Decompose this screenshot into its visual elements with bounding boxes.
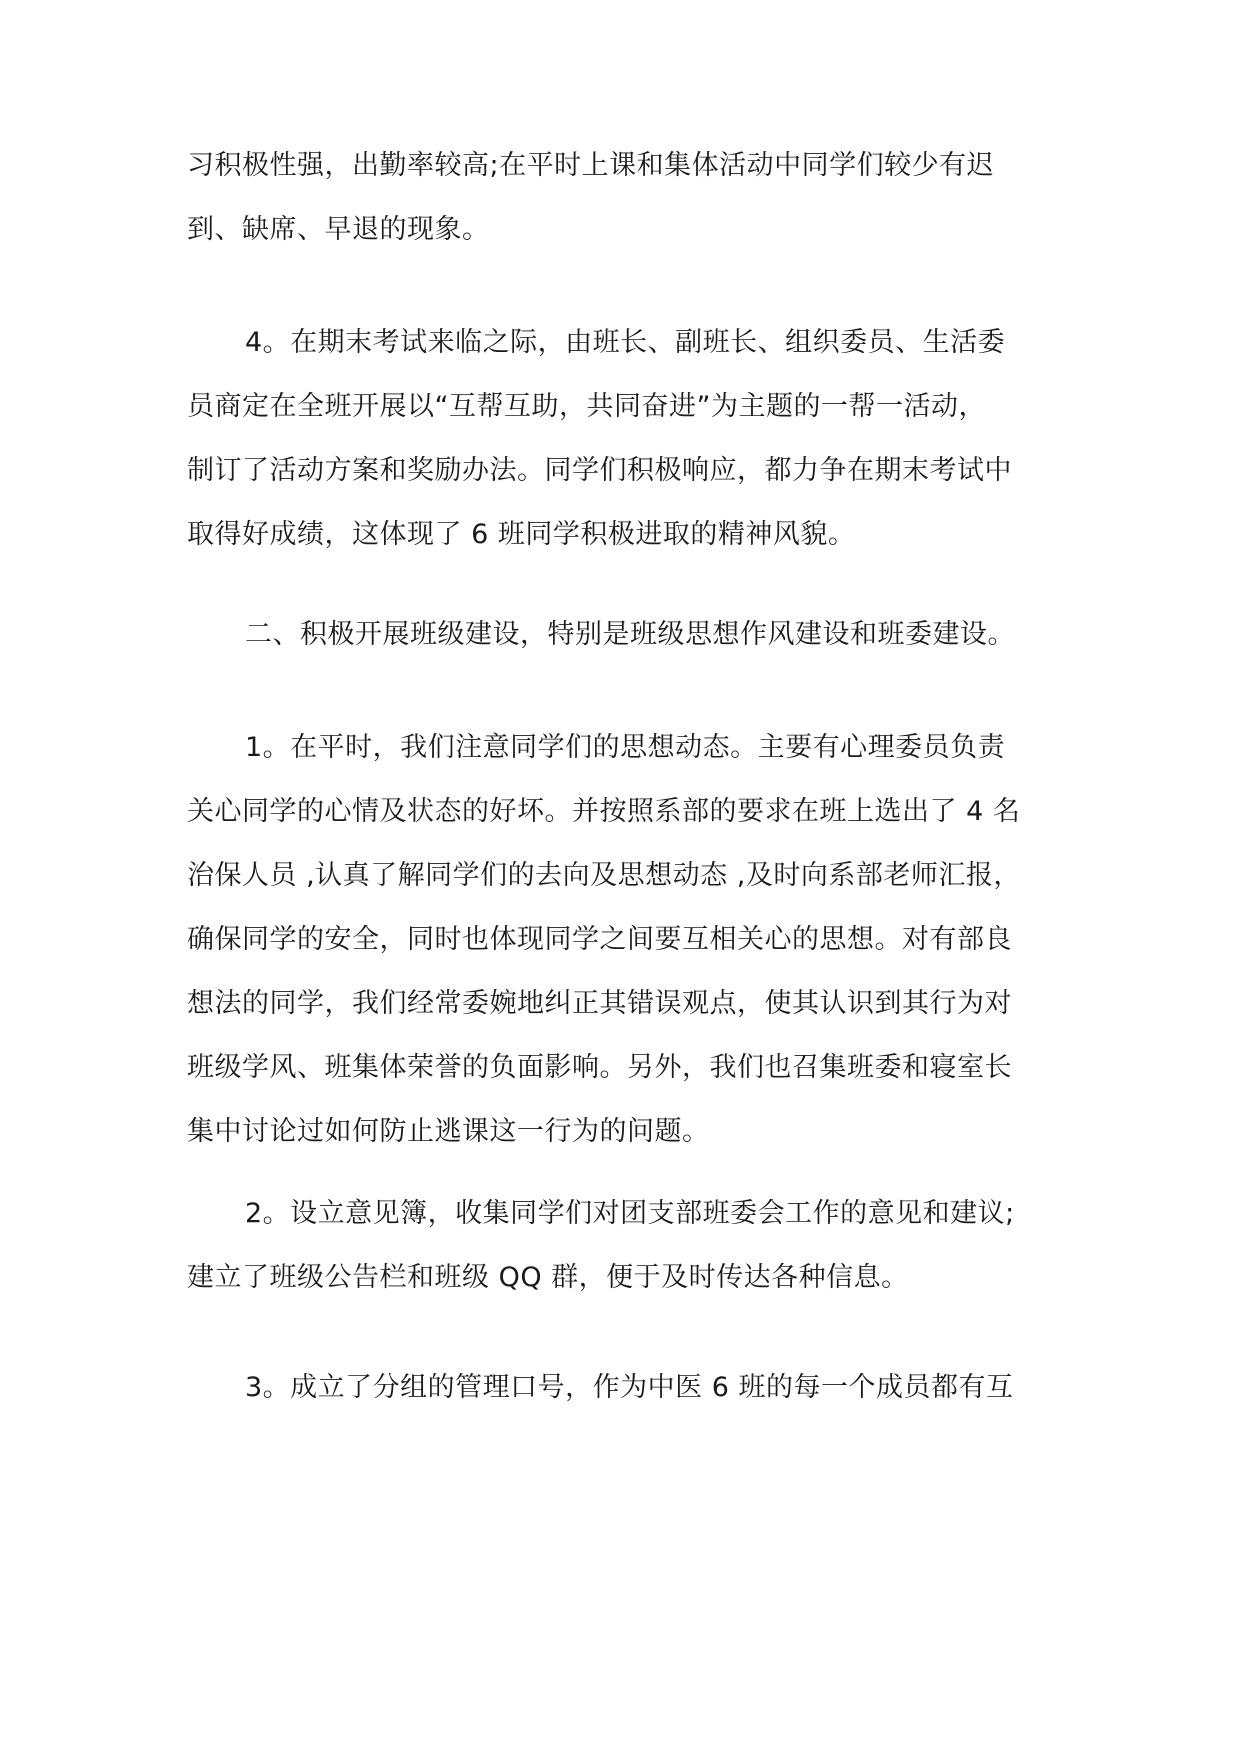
text-line: 关心同学的心情及状态的好坏。并按照系部的要求在班上选出了 4 名 xyxy=(187,796,1021,827)
text-line: 取得好成绩，这体现了 6 班同学积极进取的精神风貌。 xyxy=(187,519,856,550)
text-line: 治保人员 ,认真了解同学们的去向及思想动态 ,及时向系部老师汇报， xyxy=(187,860,1021,891)
text-line: 员商定在全班开展以“互帮互助，共同奋进”为主题的一帮一活动， xyxy=(187,391,986,422)
text-line: 班级学风、班集体荣誉的负面影响。另外，我们也召集班委和寝室长 xyxy=(187,1052,1012,1083)
text-line: 制订了活动方案和奖励办法。同学们积极响应，都力争在期末考试中 xyxy=(187,455,1012,486)
paragraph-continued xyxy=(187,134,1067,262)
text-line: 到、缺席、早退的现象。 xyxy=(187,214,490,245)
text-line: 3。成立了分组的管理口号，作为中医 6 班的每一个成员都有互 xyxy=(245,1372,1014,1403)
paragraph-section-2 xyxy=(187,603,1067,667)
text-line: 确保同学的安全，同时也体现同学之间要互相关心的思想。对有部良 xyxy=(187,924,1012,955)
text-line: 想法的同学，我们经常委婉地纠正其错误观点，使其认识到其行为对 xyxy=(187,988,1012,1019)
text-line: 集中讨论过如何防止逃课这一行为的问题。 xyxy=(187,1116,710,1147)
text-line: 建立了班级公告栏和班级 QQ 群，便于及时传达各种信息。 xyxy=(187,1262,909,1293)
text-line: 4。在期末考试来临之际，由班长、副班长、组织委员、生活委 xyxy=(245,327,1006,358)
text-line: 1。在平时，我们注意同学们的思想动态。主要有心理委员负责 xyxy=(245,732,1006,763)
paragraph-item-4 xyxy=(187,311,1067,567)
text-line: 习积极性强，出勤率较高;在平时上课和集体活动中同学们较少有迟 xyxy=(187,150,995,181)
paragraph-item-2 xyxy=(187,1182,1067,1310)
paragraph-item-1 xyxy=(187,716,1067,1164)
text-line: 2。设立意见簿，收集同学们对团支部班委会工作的意见和建议; xyxy=(245,1198,1015,1229)
section-heading: 二、积极开展班级建设，特别是班级思想作风建设和班委建设。 xyxy=(245,619,1015,650)
paragraph-item-3 xyxy=(187,1356,1067,1420)
